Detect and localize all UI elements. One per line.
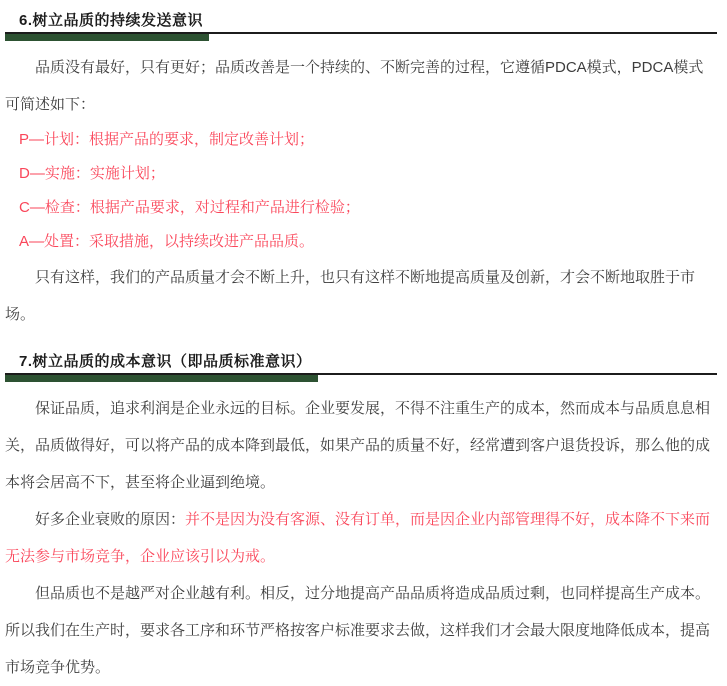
section7-paragraph-2-red-text: 并不是因为没有客源、没有订单，而是因企业内部管理得不好，成本降不下来而无法参与市场竞争，企业应该引以为戒。 [5, 511, 711, 565]
section7-paragraph-2-lead: 好多企业衰败的原因： [35, 511, 186, 528]
pdca-line-act: A—处置：采取措施，以持续改进产品品质。 [19, 233, 315, 250]
section7-paragraph-2 [5, 501, 717, 575]
pdca-line-plan: P—计划：根据产品的要求，制定改善计划； [19, 131, 315, 148]
section7-heading-rule [5, 353, 717, 375]
section6-heading-rule [5, 12, 717, 34]
section7-heading-chip [5, 353, 318, 373]
section7-paragraph-3: 但品质也不是越严对企业越有利。相反，过分地提高产品品质将造成品质过剩，也同样提高生产成本。所以我们在生产时，要求各工序和环节严格按客户标准要求去做，这样我们才会最大限度地降低成本，提高市场竞争优势。 [5, 585, 711, 676]
section6-conclusion-paragraph: 只有这样，我们的产品质量才会不断上升，也只有这样不断地提高质量及创新，才会不断地取胜于市场。 [5, 269, 696, 323]
section7-heading: 7.树立品质的成本意识（即品质标准意识） [19, 353, 312, 370]
section7-paragraph-1: 保证品质，追求利润是企业永远的目标。企业要发展，不得不注重生产的成本，然而成本与品质息息相关，品质做得好，可以将产品的成本降到最低，如果产品的质量不好，经常遭到客户退货投诉，那么他的成本将会居高不下，甚至将企业逼到绝境。 [5, 400, 711, 491]
section6-intro-paragraph: 品质没有最好，只有更好；品质改善是一个持续的、不断完善的过程，它遵循PDCA模式，PDCA模式可简述如下： [5, 59, 704, 113]
pdca-line-do: D—实施：实施计划； [19, 165, 165, 182]
section6-heading: 6.树立品质的持续发送意识 [19, 12, 204, 29]
section6-heading-chip [5, 12, 209, 32]
pdca-line-check: C—检查：根据产品要求，对过程和产品进行检验； [19, 199, 360, 216]
pdca-list [5, 123, 717, 259]
